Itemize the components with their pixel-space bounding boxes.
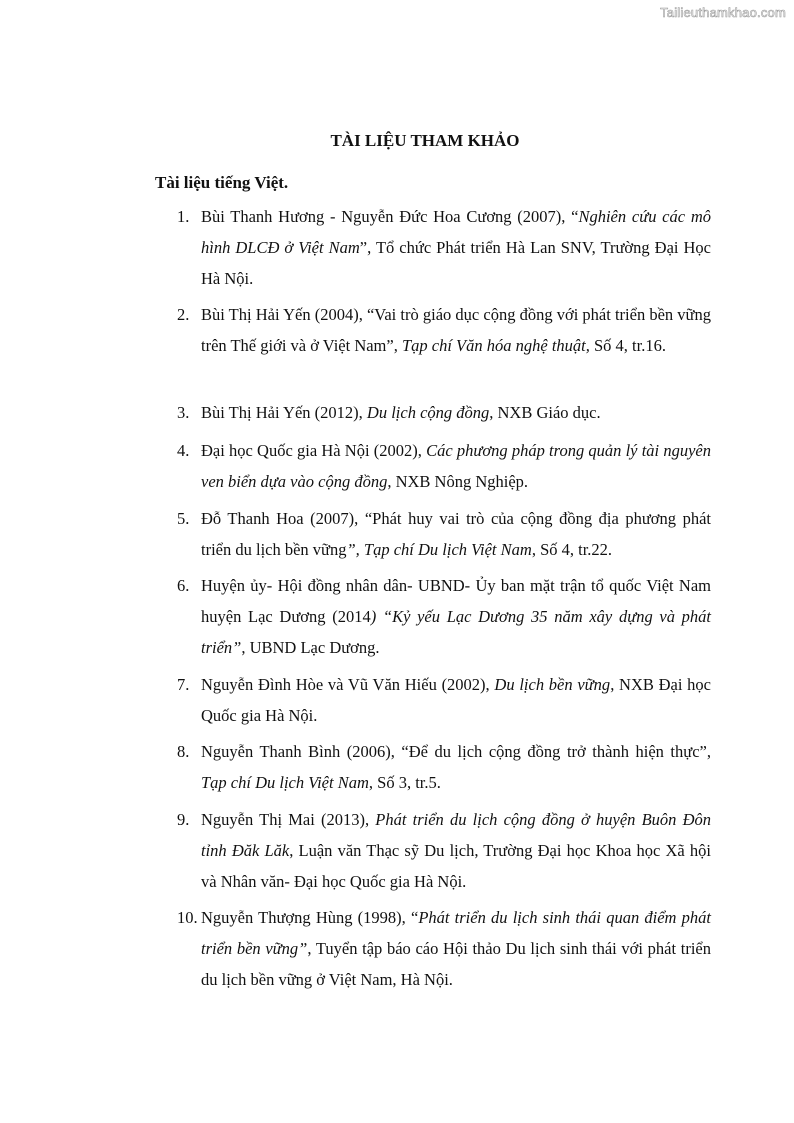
reference-segment: Đại học Quốc gia Hà Nội (2002),	[201, 441, 427, 460]
reference-segment: Nguyễn Thanh Bình (2006), “Để du lịch cộng đồng trở thành hiện thực”,	[201, 742, 711, 761]
reference-number: 2.	[177, 305, 190, 324]
reference-segment: Huyện ủy- Hội đồng nhân dân- UBND- Ủy ban mặt trận tổ quốc Việt Nam huyện Lạc Dương (2014	[201, 576, 711, 626]
reference-segment: ”, Tổ chức Phát triển Hà Lan SNV, Trường Đại Học Hà Nội.	[201, 238, 712, 288]
reference-italic-segment: Du lịch bền vững	[494, 675, 611, 694]
reference-segment: Nguyễn Đình Hòe và Vũ Văn Hiếu (2002),	[201, 675, 495, 694]
reference-segment: Số 4, tr.16.	[589, 336, 666, 355]
reference-italic-segment: ) “Kỷ yếu Lạc Dương 35 năm xây dựng và phát triển”	[201, 607, 711, 657]
reference-text	[201, 435, 711, 497]
reference-segment: Nguyễn Thượng Hùng (1998), “	[201, 908, 419, 927]
reference-segment: Bùi Thị Hải Yến (2012),	[201, 403, 367, 422]
reference-italic-segment: ”, Tạp chí Du lịch Việt Nam	[346, 540, 532, 559]
reference-number: 10.	[177, 908, 198, 927]
reference-number: 6.	[177, 576, 190, 595]
reference-segment: Bùi Thanh Hương - Nguyễn Đức Hoa Cương (2007), “	[201, 207, 579, 226]
reference-text	[201, 201, 711, 294]
reference-italic-segment: Các phương pháp trong quản lý tài nguyên ven biển dựa vào cộng đồng	[201, 441, 711, 491]
reference-text	[201, 299, 711, 361]
reference-text	[201, 902, 711, 995]
reference-italic-segment: Phát triển du lịch sinh thái quan điểm phát triển bền vững”	[201, 908, 711, 958]
reference-italic-segment: Du lịch cộng đồng	[366, 403, 490, 422]
reference-segment: , NXB Nông Nghiệp.	[387, 472, 529, 491]
reference-segment: , NXB Giáo dục.	[489, 403, 601, 422]
reference-number: 5.	[177, 509, 190, 528]
reference-number: 4.	[177, 441, 190, 460]
reference-italic-segment: Tạp chí Du lịch Việt Nam	[201, 773, 369, 792]
reference-text	[201, 570, 711, 663]
reference-text	[201, 669, 711, 731]
reference-segment: , Tuyển tập báo cáo Hội thảo Du lịch sinh thái với phát triển du lịch bền vững ở Việt Nam, Hà Nội.	[201, 939, 711, 989]
reference-italic-segment: Tạp chí Văn hóa nghệ thuật,	[401, 336, 590, 355]
watermark: Tailieuthamkhao.com	[660, 5, 786, 20]
reference-text	[201, 503, 711, 565]
reference-number: 3.	[177, 403, 190, 422]
reference-segment: Nguyễn Thị Mai (2013),	[201, 810, 376, 829]
reference-text	[201, 736, 711, 798]
reference-segment: , Số 4, tr.22.	[531, 540, 613, 559]
reference-text	[201, 397, 711, 428]
reference-italic-segment: Phát triển du lịch cộng đồng ở huyện Buôn Đôn tỉnh Đăk Lăk	[201, 810, 711, 860]
reference-number: 7.	[177, 675, 190, 694]
reference-number: 1.	[177, 207, 190, 226]
section-heading: Tài liệu tiếng Việt.	[155, 173, 289, 192]
reference-italic-segment: Nghiên cứu các mô hình DLCĐ ở Việt Nam	[201, 207, 711, 257]
reference-segment: , Luận văn Thạc sỹ Du lịch, Trường Đại học Khoa học Xã hội và Nhân văn- Đại học Quốc gia Hà Nội.	[201, 841, 711, 891]
reference-segment: , NXB Đại học Quốc gia Hà Nội.	[201, 675, 711, 725]
reference-segment: , Số 3, tr.5.	[368, 773, 441, 792]
page-title: TÀI LIỆU THAM KHẢO	[330, 131, 520, 150]
reference-number: 9.	[177, 810, 190, 829]
reference-number: 8.	[177, 742, 190, 761]
reference-text	[201, 804, 711, 897]
reference-segment: Bùi Thị Hải Yến (2004), “Vai trò giáo dục cộng đồng với phát triển bền vững trên Thế giới và ở Việt Nam”,	[201, 305, 711, 355]
reference-segment: Đỗ Thanh Hoa (2007), “Phát huy vai trò của cộng đồng địa phương phát triển du lịch bền vững	[201, 509, 711, 559]
reference-segment: , UBND Lạc Dương.	[241, 638, 380, 657]
